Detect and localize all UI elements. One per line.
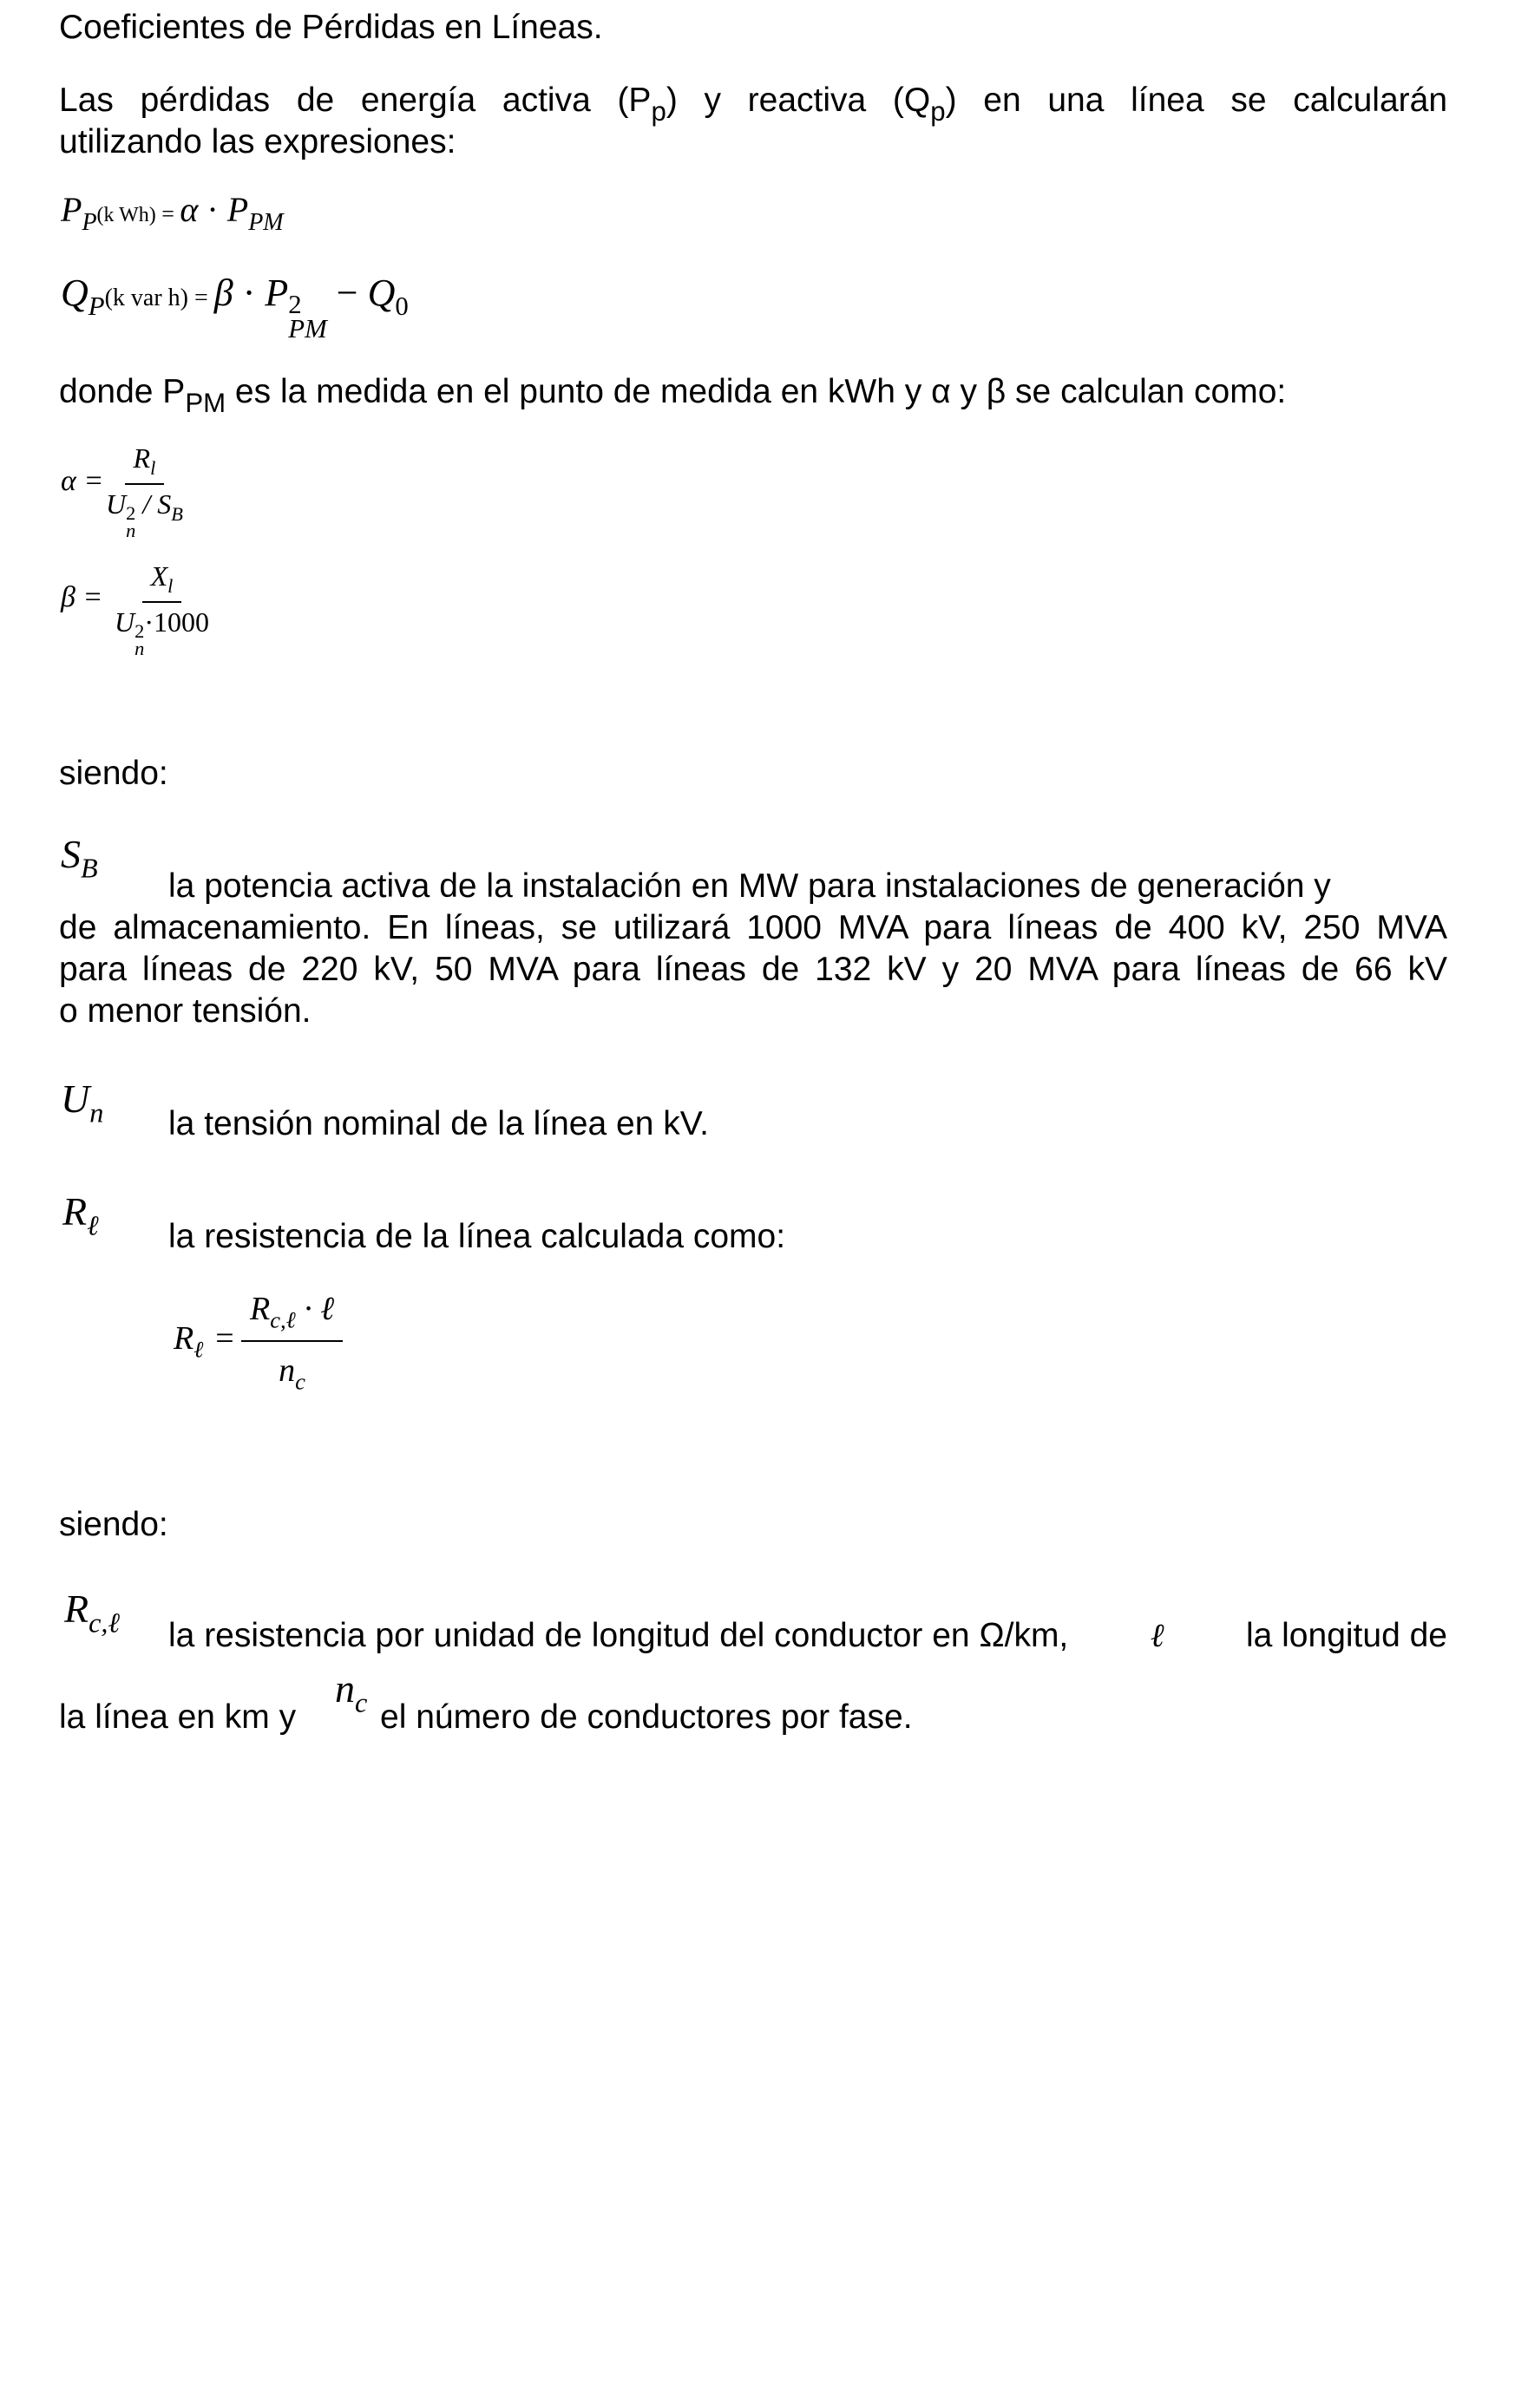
rl-num-rest: · ℓ <box>295 1291 335 1327</box>
alpha-denominator <box>97 485 192 540</box>
formula-q-beta: β <box>213 272 233 314</box>
formula-p-dot: · <box>198 190 227 229</box>
rcl-definition-line2 <box>59 1697 296 1738</box>
siendo-label-1: siendo: <box>59 755 168 792</box>
sb-definition-line1: la potencia activa de la instalación en MW para instalaciones de generación y <box>168 867 1331 905</box>
alpha-den-sub: n <box>126 520 136 542</box>
rl-formula-lhs <box>174 1322 234 1361</box>
nc-n: n <box>335 1666 355 1711</box>
rl-symbol <box>62 1189 99 1241</box>
formula-q-rhs-sup: 2 <box>288 290 302 320</box>
intro-sub-q: p <box>930 95 946 127</box>
rl-formula-r: R <box>174 1320 194 1357</box>
formula-q-rhs: P <box>265 272 289 314</box>
sb-definition-line2: de almacenamiento. En líneas, se utilizará 1000 MVA para líneas de 400 kV, 250 MVA <box>59 909 1447 946</box>
un-symbol <box>61 1076 104 1129</box>
siendo-label-2: siendo: <box>59 1506 168 1543</box>
formula-q-unit: (k var h) <box>104 285 188 311</box>
alpha-lhs: α = <box>61 465 104 497</box>
un-definition: la tensión nominal de la línea en kV. <box>168 1105 709 1142</box>
alpha-num-r: R <box>133 442 151 474</box>
formula-p-alpha: α <box>180 190 199 229</box>
intro-text-a: Las pérdidas de energía activa (P <box>59 82 652 119</box>
intro-paragraph-line2: utilizando las expresiones: <box>59 123 456 160</box>
formula-p-symbol: P <box>61 190 82 229</box>
alpha-fraction <box>97 444 192 540</box>
rcl-symbol <box>64 1587 120 1639</box>
formula-reactive-loss <box>61 274 409 342</box>
formula-q-minus: − <box>326 272 368 314</box>
rcl-definition-line2-end: el número de conductores por fase. <box>380 1698 913 1736</box>
rl-num-sub: c,ℓ <box>270 1306 296 1333</box>
formula-active-loss <box>61 190 284 236</box>
beta-num-x: X <box>150 560 168 592</box>
beta-den-u: U <box>115 606 135 638</box>
rcl-text-b: la longitud de <box>1245 1617 1447 1654</box>
sb-s: S <box>61 832 81 876</box>
sb-definition-line3: para líneas de 220 kV, 50 MVA para líneas de 132 kV y 20 MVA para líneas de 66 kV <box>59 951 1447 988</box>
beta-denominator <box>106 603 218 658</box>
formula-q-symbol: Q <box>61 272 89 314</box>
un-sub: n <box>89 1096 104 1129</box>
beta-den-sup: 2 <box>134 619 145 642</box>
rl-num-r: R <box>250 1291 271 1327</box>
rl-numerator <box>241 1292 343 1342</box>
rl-den-sub: c <box>295 1368 305 1395</box>
formula-q-dot: · <box>233 272 266 314</box>
formula-q-subscript: P <box>88 291 105 321</box>
formula-p-rhs-subscript: PM <box>248 208 284 236</box>
where-text-a: donde P <box>59 373 186 410</box>
nc-symbol <box>335 1666 368 1718</box>
formula-p-rhs: P <box>226 190 249 229</box>
rl-fraction <box>241 1292 343 1393</box>
formula-p-equals: = <box>155 201 180 226</box>
beta-lhs: β = <box>61 581 103 613</box>
rcl-text-c: la línea en km y <box>59 1698 297 1736</box>
formula-q-q0-subscript: 0 <box>395 291 409 321</box>
beta-den-rest: ·1000 <box>144 606 209 638</box>
rcl-sub: c,ℓ <box>89 1606 120 1639</box>
alpha-den-u: U <box>106 488 127 520</box>
rcl-ell-symbol: ℓ <box>1150 1618 1164 1654</box>
sb-sub: B <box>81 852 98 884</box>
rcl-r: R <box>64 1587 89 1631</box>
rl-sub: ℓ <box>87 1209 99 1241</box>
sb-definition-line4: o menor tensión. <box>59 992 312 1030</box>
beta-numerator <box>142 562 182 603</box>
where-text-b: es la medida en el punto de medida en kWh y α y β se calculan como: <box>226 373 1287 410</box>
formula-p-unit: (k Wh) <box>96 204 156 226</box>
nc-sub: c <box>355 1686 368 1718</box>
intro-text-b: ) y reactiva (Q <box>666 82 931 119</box>
rl-den-n: n <box>279 1351 296 1389</box>
formula-q-equals: = <box>188 285 214 311</box>
intro-text-c: ) en una línea se calcularán <box>945 82 1448 119</box>
rcl-definition-line1 <box>168 1615 1447 1657</box>
beta-num-sub: l <box>167 574 174 597</box>
formula-q-rhs-sub: PM <box>288 313 327 344</box>
formula-q-q0: Q <box>367 272 396 314</box>
alpha-numerator <box>125 444 165 485</box>
alpha-num-sub: l <box>150 456 156 479</box>
rl-formula-sub: ℓ <box>193 1336 204 1363</box>
beta-den-sub: n <box>134 638 145 660</box>
sb-symbol <box>61 832 98 884</box>
alpha-den-rest: / S <box>135 488 172 520</box>
formula-p-subscript: P <box>82 208 97 236</box>
where-line <box>59 371 1286 424</box>
un-u: U <box>61 1076 90 1121</box>
rl-denominator <box>270 1342 314 1393</box>
intro-sub-p: p <box>651 95 666 127</box>
rcl-text-a: la resistencia por unidad de longitud del conductor en Ω/km, <box>168 1617 1069 1654</box>
alpha-den-sup: 2 <box>126 501 136 524</box>
alpha-den-rest-sub: B <box>171 503 183 526</box>
rl-definition: la resistencia de la línea calculada como: <box>168 1218 786 1255</box>
section-heading: Coeficientes de Pérdidas en Líneas. <box>59 9 603 46</box>
beta-fraction <box>106 562 218 658</box>
rl-formula-equals: = <box>215 1320 234 1357</box>
where-sub-pm: PM <box>185 387 226 418</box>
rl-r: R <box>62 1189 88 1233</box>
